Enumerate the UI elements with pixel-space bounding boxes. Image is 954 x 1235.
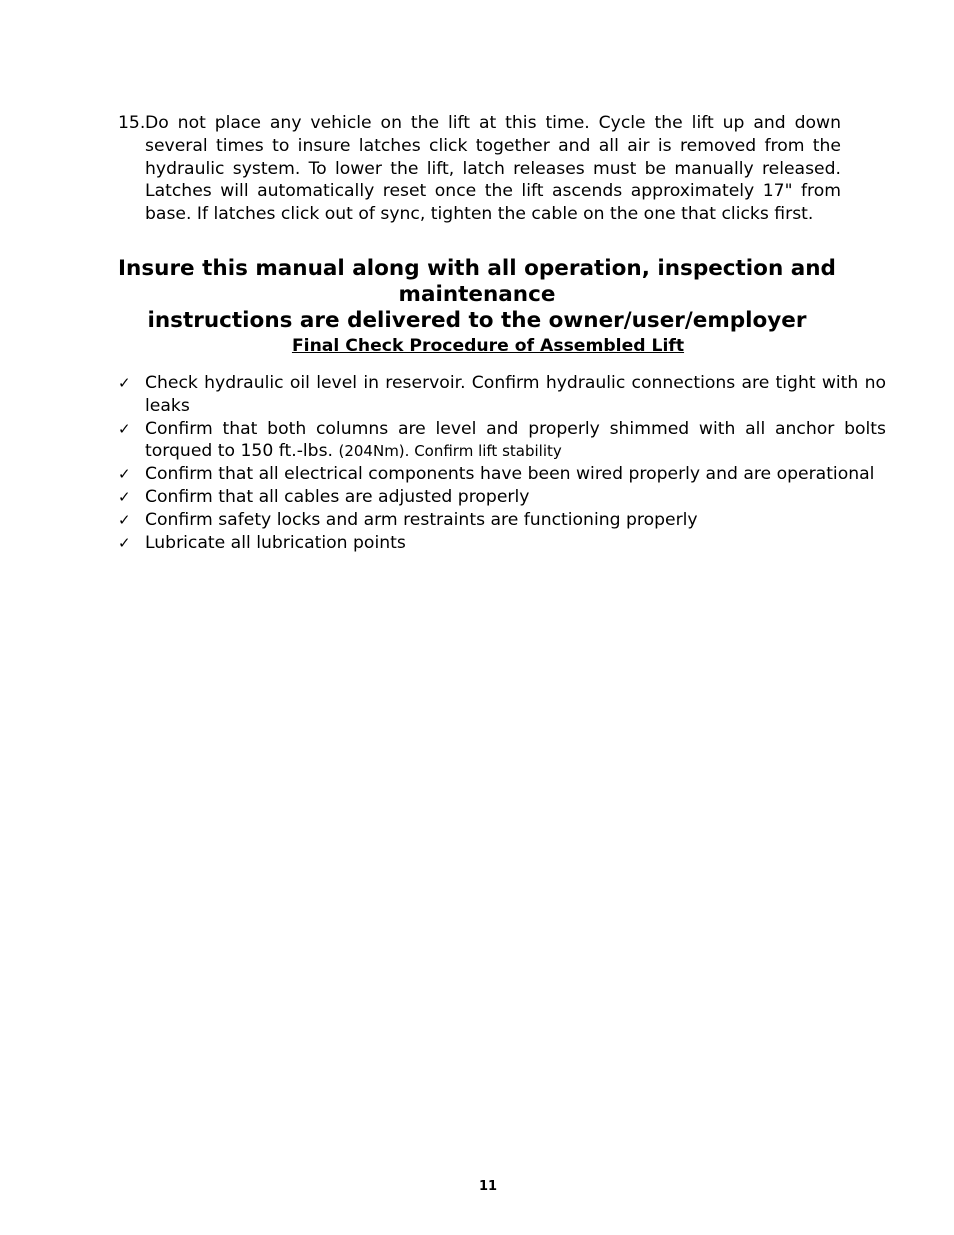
notice-line-2: instructions are delivered to the owner/user/employer	[147, 308, 807, 333]
torque-note: (204Nm). Confirm lift stability	[338, 442, 562, 461]
list-item-text: Confirm that both columns are level and properly shimmed with all anchor bolts torqued to 150 ft.-lbs.	[145, 418, 886, 462]
list-item-text: Lubricate all lubrication points	[145, 532, 406, 553]
list-item-text: Confirm that all cables are adjusted properly	[145, 486, 530, 507]
list-item	[118, 418, 886, 464]
checkmark-icon: ✓	[118, 533, 131, 552]
list-item-text: Confirm that all electrical components have been wired properly and are operational	[145, 464, 875, 485]
step-text: Do not place any vehicle on the lift at this time. Cycle the lift up and down several times to insure latches click together and all air is removed from the hydraulic system. To lower the lift, latch releases must be manually released. Latches will automatically reset once the lift ascends approximately 17" from base. If latches click out of sync, tighten the cable on the one that clicks first.	[145, 113, 841, 225]
page-number: 11	[478, 1179, 498, 1194]
list-item	[118, 532, 886, 555]
checkmark-icon: ✓	[118, 419, 131, 438]
checkmark-icon: ✓	[118, 510, 131, 529]
final-check-heading: Final Check Procedure of Assembled Lift	[291, 336, 685, 356]
checkmark-icon: ✓	[118, 374, 131, 392]
checkmark-icon: ✓	[118, 465, 131, 484]
list-item-text: Confirm safety locks and arm restraints are functioning properly	[145, 509, 698, 530]
list-item	[118, 463, 886, 486]
final-check-list	[118, 372, 886, 554]
delivery-notice	[40, 256, 914, 334]
list-item	[118, 509, 886, 532]
notice-line-1: Insure this manual along with all operation, inspection and maintenance	[118, 256, 836, 307]
list-item	[118, 372, 886, 418]
list-item-text: Check hydraulic oil level in reservoir. Confirm hydraulic connections are tight with no leaks	[145, 373, 886, 416]
step-number: 15.	[118, 113, 146, 133]
step-15	[118, 112, 841, 226]
list-item	[118, 486, 886, 509]
checkmark-icon: ✓	[118, 487, 131, 506]
